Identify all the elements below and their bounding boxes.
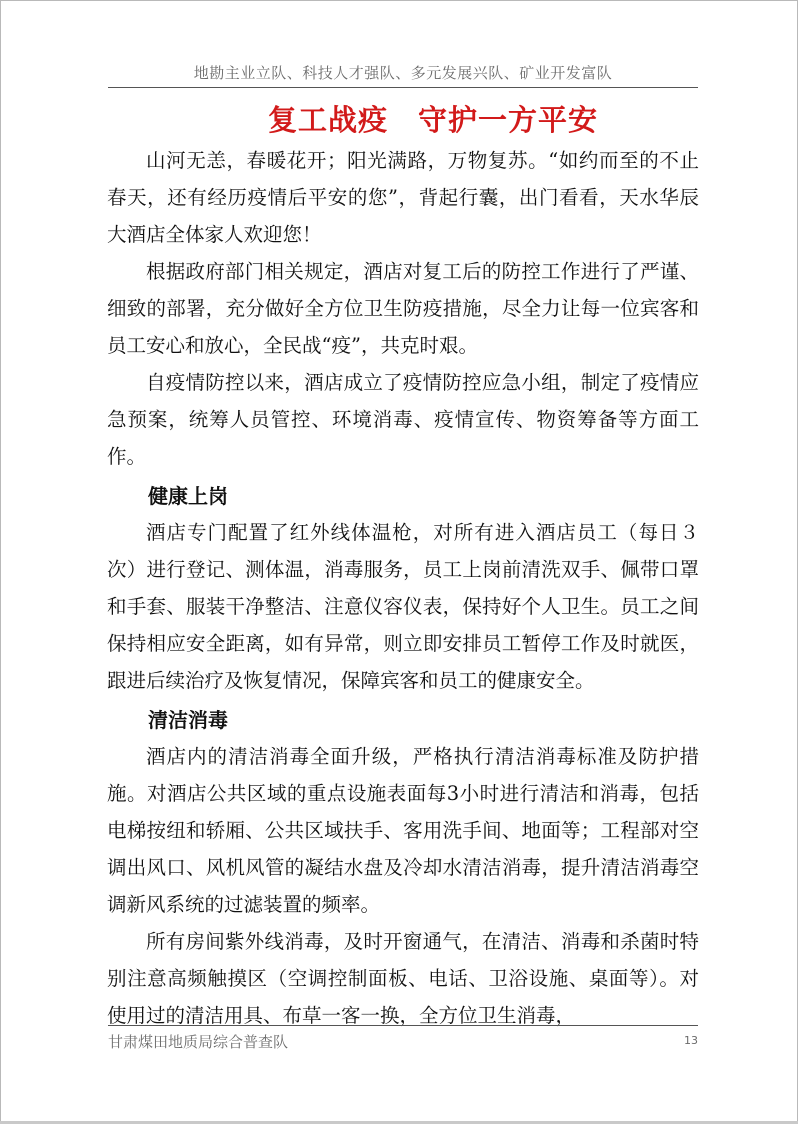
section-heading-cleaning: 清洁消毒 bbox=[148, 708, 228, 732]
intro-paragraph: 根据政府部门相关规定，酒店对复工后的防控工作进行了严谨、细致的部署，充分做好全方位卫生防疫措施，尽全力让每一位宾客和员工安心和放心，全民战“疫”，共克时艰。 bbox=[107, 260, 699, 357]
section-heading-health: 健康上岗 bbox=[148, 484, 228, 508]
article-body bbox=[107, 142, 699, 1034]
header-rule bbox=[108, 87, 698, 88]
intro-paragraph: 自疫情防控以来，酒店成立了疫情防控应急小组，制定了疫情应急预案，统筹人员管控、环境消毒、疫情宣传、物资筹备等方面工作。 bbox=[107, 371, 699, 468]
page-number: 13 bbox=[684, 1034, 698, 1047]
section-paragraph: 酒店专门配置了红外线体温枪，对所有进入酒店员工（每日３次）进行登记、测体温，消毒服务，员工上岗前清洗双手、佩带口罩和手套、服装干净整洁、注意仪容仪表，保持好个人卫生。员工之间保持相应安全距离，如有异常，则立即安排员工暂停工作及时就医，跟进后续治疗及恢复情况，保障宾客和员工的健康安全。 bbox=[107, 521, 699, 692]
section-paragraph: 酒店内的清洁消毒全面升级，严格执行清洁消毒标准及防护措施。对酒店公共区域的重点设施表面每3小时进行清洁和消毒，包括电梯按纽和轿厢、公共区域扶手、客用洗手间、地面等；工程部对空调出风口、风机风管的凝结水盘及冷却水清洁消毒，提升清洁消毒空调新风系统的过滤装置的频率。 bbox=[107, 745, 699, 916]
running-header: 地勘主业立队、科技人才强队、多元发展兴队、矿业开发富队 bbox=[193, 64, 613, 82]
footer-rule bbox=[108, 1025, 698, 1026]
article-title: 复工战疫 守护一方平安 bbox=[267, 103, 598, 137]
section-paragraph: 所有房间紫外线消毒，及时开窗通气，在清洁、消毒和杀菌时特别注意高频触摸区（空调控制面板、电话、卫浴设施、桌面等）。对使用过的清洁用具、布草一客一换，全方位卫生消毒， bbox=[107, 930, 699, 1027]
footer-organization: 甘肃煤田地质局综合普查队 bbox=[108, 1033, 289, 1051]
intro-paragraph: 山河无恙，春暖花开；阳光满路，万物复苏。“如约而至的不止春天，还有经历疫情后平安的您”，背起行囊，出门看看，天水华辰大酒店全体家人欢迎您！ bbox=[107, 149, 699, 246]
